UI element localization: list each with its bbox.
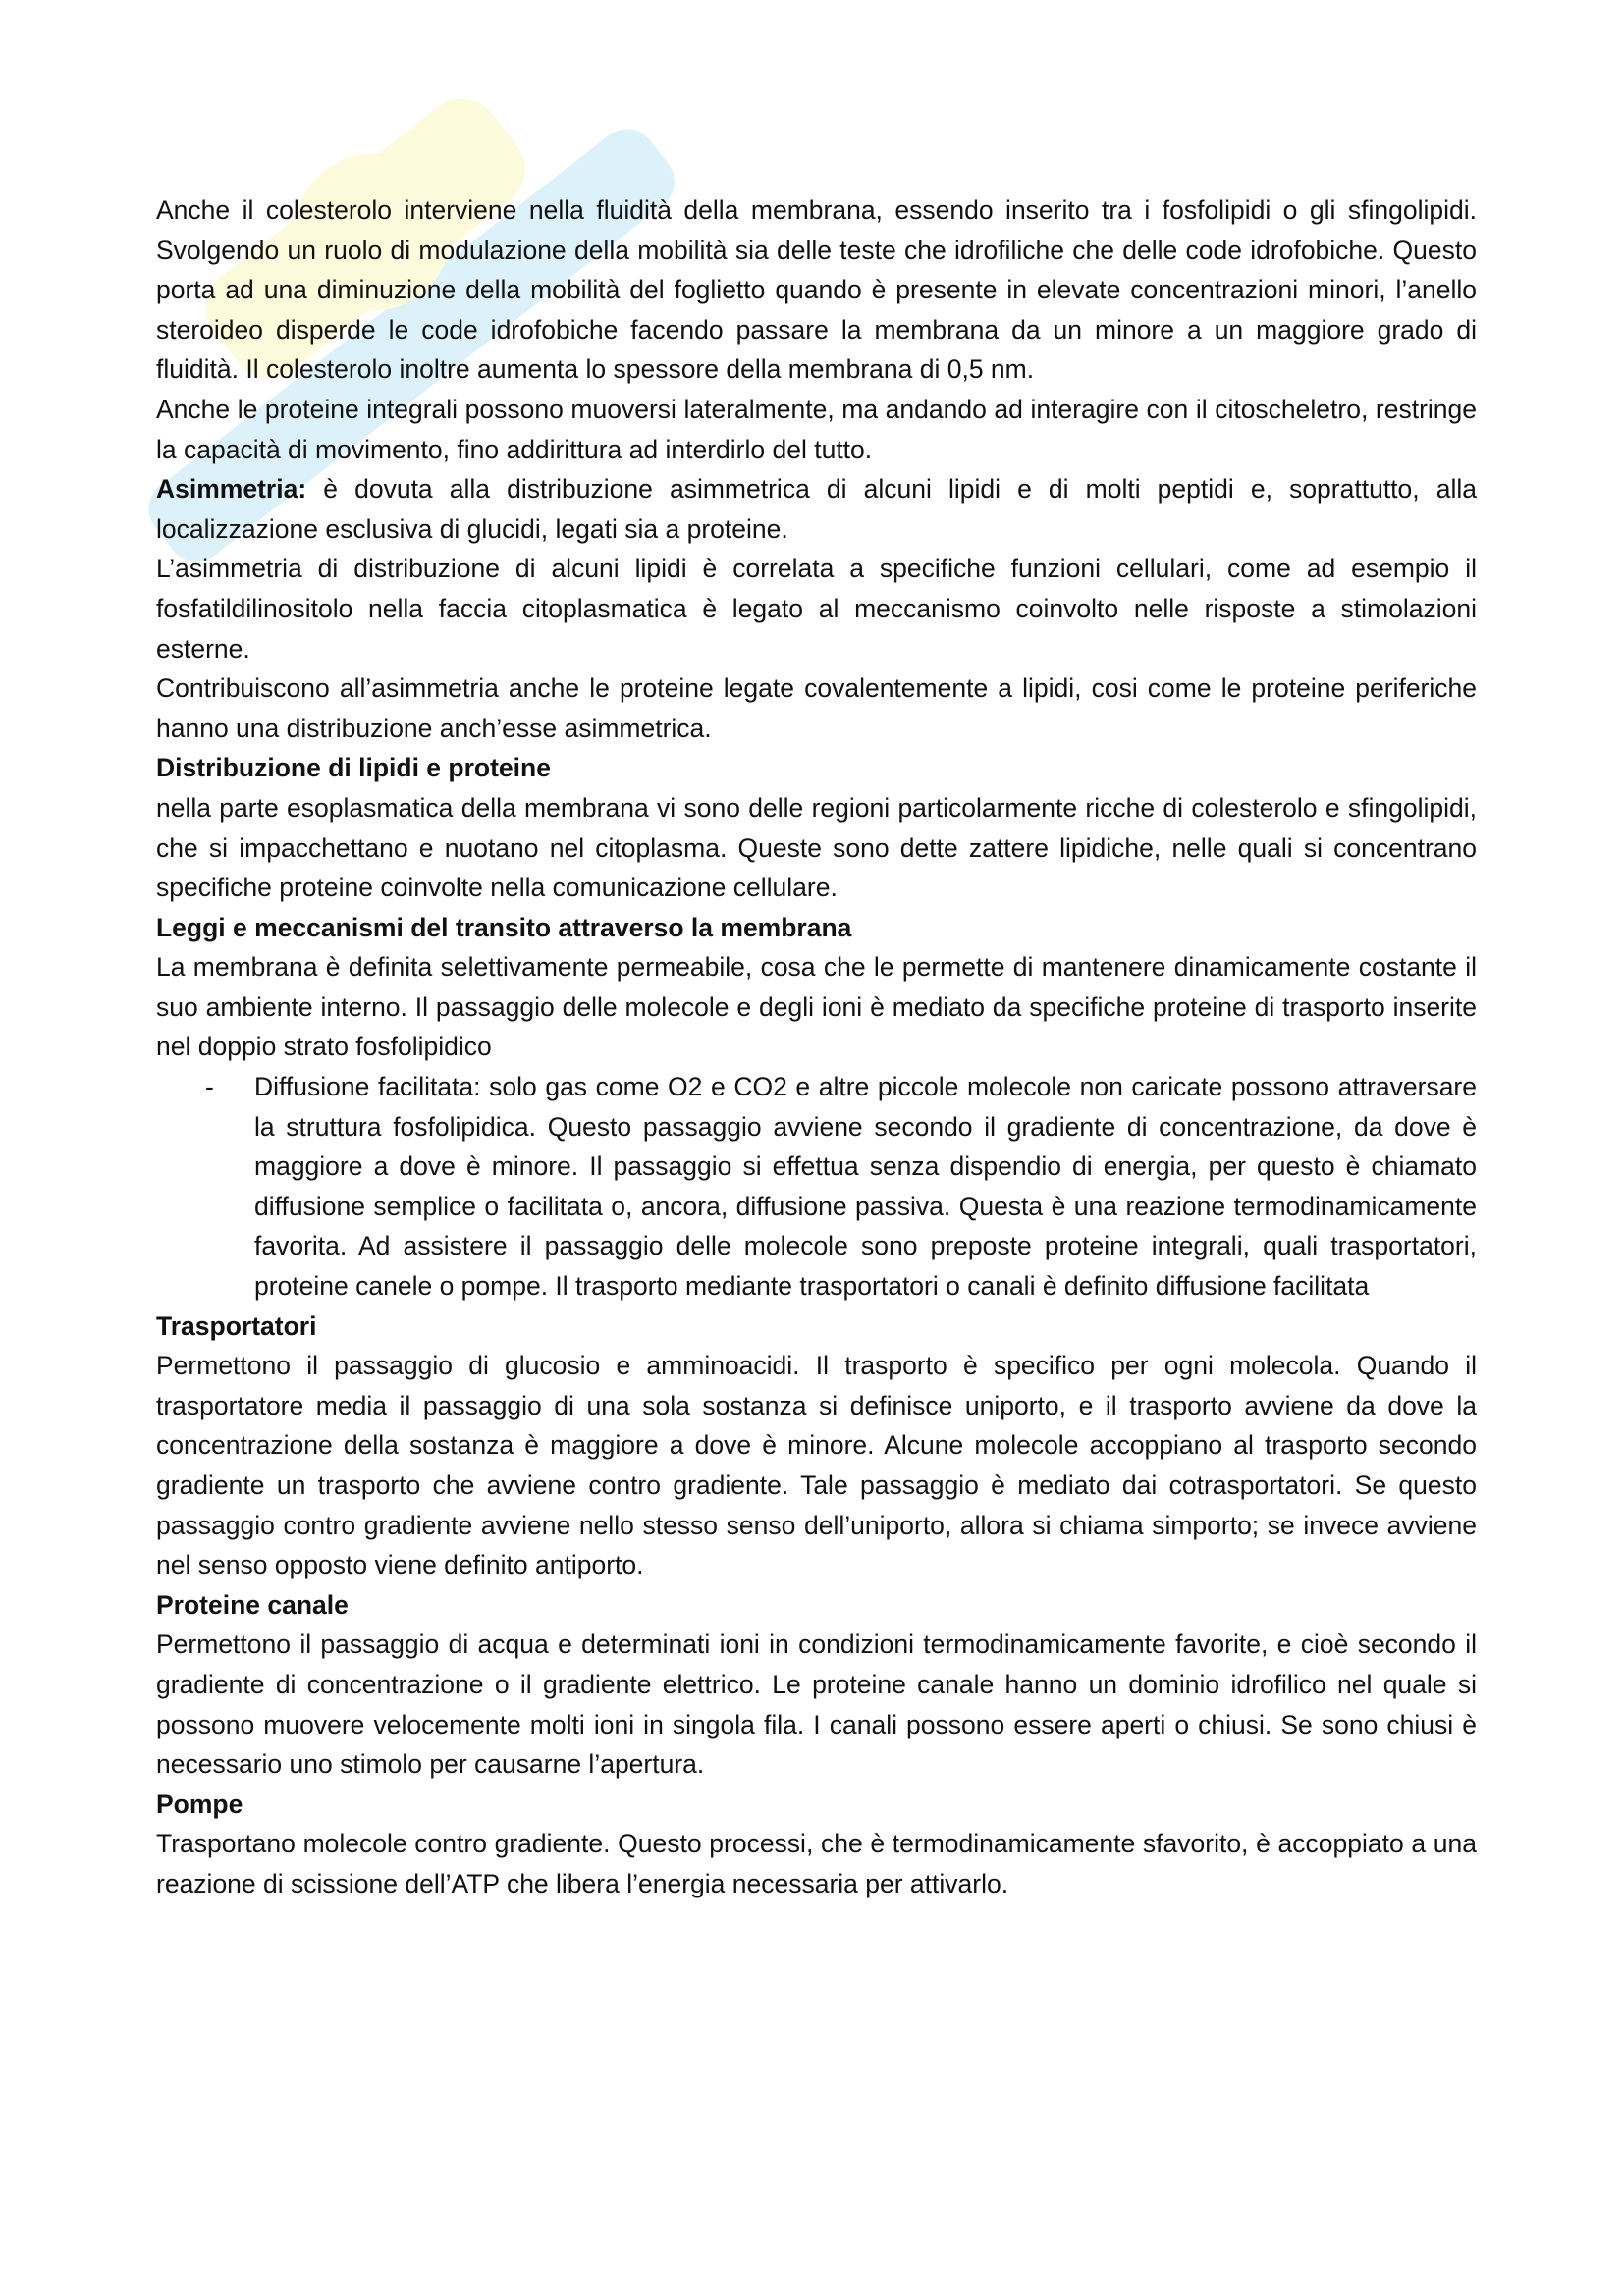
paragraph-permeabilita: La membrana è definita selettivamente permeabile, cosa che le permette di mantenere dinamicamente costante il suo ambiente interno. Il passaggio delle molecole e degli ioni è mediato da specifiche proteine di trasporto inserite nel doppio strato fosfolipidico [156,952,1477,1062]
document-body [156,190,1477,1904]
paragraph-asimmetria [156,469,1477,549]
heading-distribuzione: Distribuzione di lipidi e proteine [156,753,551,783]
paragraph-asimmetria-lipidi: L’asimmetria di distribuzione di alcuni lipidi è correlata a specifiche funzioni cellulari, come ad esempio il fosfatildilinositolo nella faccia citoplasmatica è legato al meccanismo coinvolto nelle risposte a stimolazioni esterne. [156,554,1477,664]
bullet-dash: - [205,1072,214,1102]
bullet-diffusione-text: Diffusione facilitata: solo gas come O2 e CO2 e altre piccole molecole non caricate possono attraversare la struttura fosfolipidica. Questo passaggio avviene secondo il gradiente di concentrazione, da dove è maggiore a dove è minore. Il passaggio si effettua senza dispendio di energia, per questo è chiamato diffusione semplice o facilitata o, ancora, diffusione passiva. Questa è una reazione termodinamicamente favorita. Ad assistere il passaggio delle molecole sono preposte proteine integrali, quali trasportatori, proteine canele o pompe. Il trasporto mediante trasportatori o canali è definito diffusione facilitata [254,1072,1477,1302]
asimmetria-text: è dovuta alla distribuzione asimmetrica di alcuni lipidi e di molti peptidi e, soprattutto, alla localizzazione esclusiva di glucidi, legati sia a proteine. [156,474,1477,544]
asimmetria-label: Asimmetria: [156,474,307,505]
heading-proteine-canale: Proteine canale [156,1589,349,1620]
heading-trasportatori: Trasportatori [156,1310,317,1341]
paragraph-pompe: Trasportano molecole contro gradiente. Questo processi, che è termodinamicamente sfavorito, è accoppiato a una reazione di scissione dell’ATP che libera l’energia necessaria per attivarlo. [156,1829,1477,1898]
paragraph-colesterolo: Anche il colesterolo interviene nella fluidità della membrana, essendo inserito tra i fosfolipidi o gli sfingolipidi. Svolgendo un ruolo di modulazione della mobilità sia delle teste che idrofiliche che delle code idrofobiche. Questo porta ad una diminuzione della mobilità del foglietto quando è presente in elevate concentrazioni minori, l’anello steroideo disperde le code idrofobiche facendo passare la membrana da un minore a un maggiore grado di fluidità. Il colesterolo inoltre aumenta lo spessore della membrana di 0,5 nm. [156,195,1477,385]
paragraph-zattere-lipidiche: nella parte esoplasmatica della membrana vi sono delle regioni particolarmente ricche di colesterolo e sfingolipidi, che si impacchettano e nuotano nel citoplasma. Queste sono dette zattere lipidiche, nelle quali si concentrano specifiche proteine coinvolte nella comunicazione cellulare. [156,792,1477,903]
heading-pompe: Pompe [156,1789,243,1819]
paragraph-asimmetria-proteine: Contribuiscono all’asimmetria anche le proteine legate covalentemente a lipidi, cosi come le proteine periferiche hanno una distribuzione anch’esse asimmetrica. [156,673,1477,743]
heading-transito-membrana: Leggi e meccanismi del transito attraverso la membrana [156,912,852,942]
paragraph-proteine-canale: Permettono il passaggio di acqua e determinati ioni in condizioni termodinamicamente favorite, e cioè secondo il gradiente di concentrazione o il gradiente elettrico. Le proteine canale hanno un dominio idrofilico nel quale si possono muovere velocemente molti ioni in singola fila. I canali possono essere aperti o chiusi. Se sono chiusi è necessario uno stimolo per causarne l’apertura. [156,1629,1477,1780]
paragraph-proteine-integrali: Anche le proteine integrali possono muoversi lateralmente, ma andando ad interagire con il citoscheletro, restringe la capacità di movimento, fino addirittura ad interdirlo del tutto. [156,394,1477,464]
bullet-diffusione [156,1067,1477,1307]
paragraph-trasportatori: Permettono il passaggio di glucosio e amminoacidi. Il trasporto è specifico per ogni molecola. Quando il trasportatore media il passaggio di una sola sostanza si definisce uniporto, e il trasporto avviene da dove la concentrazione della sostanza è maggiore a dove è minore. Alcune molecole accoppiano al trasporto secondo gradiente un trasporto che avviene contro gradiente. Tale passaggio è mediato dai cotrasportatori. Se questo passaggio contro gradiente avviene nello stesso senso dell’uniporto, allora si chiama simporto; se invece avviene nel senso opposto viene definito antiporto. [156,1351,1477,1580]
